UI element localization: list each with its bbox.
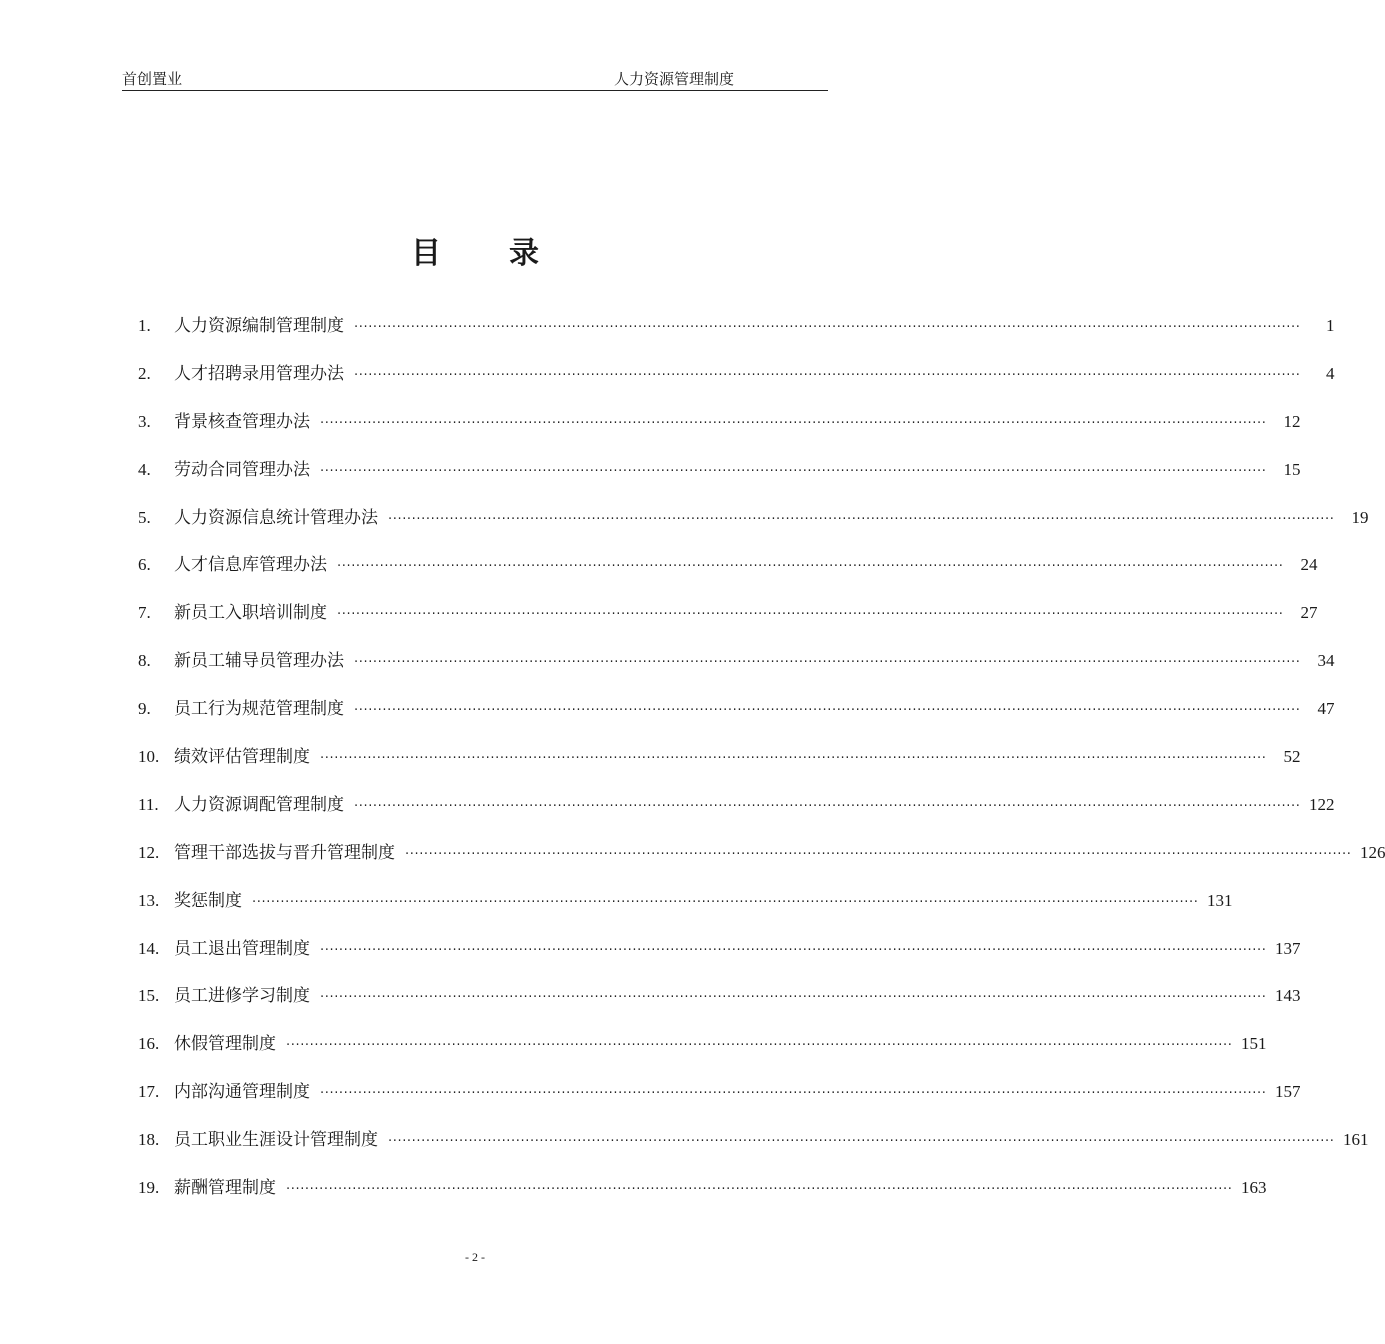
toc-entry[interactable]: [138, 694, 1335, 742]
toc-entry-title: 员工职业生涯设计管理制度: [174, 1130, 378, 1151]
toc-entry-page: 1: [1325, 316, 1335, 335]
toc-entry-number: 2.: [138, 363, 151, 383]
toc-dot-leader: ········································································································································································································: [320, 942, 1267, 958]
toc-entry-page: 34: [1317, 651, 1335, 671]
page-header: [122, 66, 828, 91]
toc-entry[interactable]: [138, 646, 1335, 694]
toc-entry-page: 24: [1300, 555, 1318, 575]
toc-entry-title: 背景核查管理办法: [174, 411, 310, 432]
toc-entry[interactable]: [138, 503, 1369, 551]
toc-entry-page: 19: [1351, 507, 1369, 527]
toc-list: [138, 311, 1385, 1221]
toc-entry-page: 143: [1274, 986, 1301, 1006]
toc-dot-leader: ········································································································································································································: [354, 655, 1301, 671]
toc-entry[interactable]: [138, 742, 1301, 790]
toc-entry-number: 16.: [138, 1034, 160, 1054]
toc-entry-number: 18.: [138, 1130, 160, 1150]
toc-entry-number: 5.: [138, 507, 151, 527]
toc-entry-number: 13.: [138, 890, 160, 910]
page-footer-number: - 2 -: [465, 1250, 485, 1264]
toc-entry-title: 内部沟通管理制度: [174, 1082, 310, 1103]
toc-dot-leader: ········································································································································································································: [320, 463, 1267, 479]
toc-entry[interactable]: [138, 407, 1301, 455]
toc-dot-leader: ········································································································································································································: [388, 511, 1335, 527]
toc-dot-leader: ········································································································································································································: [354, 798, 1301, 814]
header-document-title: 人力资源管理制度: [614, 70, 735, 88]
toc-entry-number: 11.: [138, 794, 159, 814]
toc-entry-page: 151: [1240, 1034, 1267, 1054]
toc-entry-title: 奖惩制度: [174, 890, 242, 911]
toc-entry[interactable]: [138, 1125, 1369, 1173]
toc-entry-number: 15.: [138, 986, 160, 1006]
toc-entry[interactable]: [138, 1077, 1301, 1125]
toc-entry[interactable]: [138, 550, 1318, 598]
toc-dot-leader: ········································································································································································································: [320, 415, 1267, 431]
toc-entry-number: 17.: [138, 1082, 160, 1102]
toc-entry-title: 管理干部选拔与晋升管理制度: [174, 842, 395, 863]
toc-dot-leader: ········································································································································································································: [337, 607, 1284, 623]
toc-entry-title: 新员工入职培训制度: [174, 603, 327, 624]
toc-entry-page: 15: [1283, 459, 1301, 479]
toc-entry-title: 人力资源编制管理制度: [174, 316, 344, 336]
toc-entry-page: 137: [1274, 938, 1301, 958]
toc-entry-title: 休假管理制度: [174, 1034, 276, 1055]
toc-entry-page: 163: [1240, 1178, 1267, 1198]
toc-dot-leader: ········································································································································································································: [354, 367, 1301, 383]
toc-dot-leader: ········································································································································································································: [320, 1086, 1267, 1102]
toc-dot-leader: ········································································································································································································: [286, 1182, 1233, 1198]
toc-dot-leader: ········································································································································································································: [337, 559, 1284, 575]
toc-entry-title: 人力资源信息统计管理办法: [174, 507, 378, 528]
toc-entry[interactable]: [138, 359, 1335, 407]
toc-entry-number: 9.: [138, 699, 151, 719]
toc-dot-leader: ········································································································································································································: [388, 1134, 1335, 1150]
toc-entry-title: 员工行为规范管理制度: [174, 699, 344, 720]
toc-entry-page: 27: [1300, 603, 1318, 623]
toc-entry-number: 14.: [138, 938, 160, 958]
toc-entry-title: 新员工辅导员管理办法: [174, 651, 344, 672]
toc-dot-leader: ········································································································································································································: [252, 894, 1199, 910]
toc-entry[interactable]: [138, 838, 1385, 886]
toc-entry-title: 人力资源调配管理制度: [174, 794, 344, 815]
toc-entry-page: 47: [1317, 699, 1335, 719]
toc-entry[interactable]: [138, 1029, 1267, 1077]
toc-dot-leader: ········································································································································································································: [320, 751, 1267, 767]
header-company: 首创置业: [122, 70, 183, 88]
toc-dot-leader: ········································································································································································································: [354, 320, 1301, 335]
toc-entry-title: 员工进修学习制度: [174, 986, 310, 1007]
toc-entry-page: 157: [1274, 1082, 1301, 1102]
toc-entry[interactable]: [138, 311, 1335, 359]
toc-entry-page: 4: [1325, 363, 1335, 383]
toc-dot-leader: ········································································································································································································: [320, 990, 1267, 1006]
toc-entry-title: 绩效评估管理制度: [174, 747, 310, 768]
toc-dot-leader: ········································································································································································································: [286, 1038, 1233, 1054]
toc-entry[interactable]: [138, 1173, 1267, 1221]
toc-entry-page: 131: [1206, 890, 1233, 910]
toc-entry-page: 126: [1359, 842, 1385, 862]
toc-entry-title: 人才信息库管理办法: [174, 555, 327, 576]
toc-entry-number: 7.: [138, 603, 151, 623]
toc-entry[interactable]: [138, 790, 1335, 838]
toc-entry-title: 人才招聘录用管理办法: [174, 363, 344, 384]
toc-entry-title: 员工退出管理制度: [174, 938, 310, 959]
toc-entry-number: 4.: [138, 459, 151, 479]
toc-entry[interactable]: [138, 598, 1318, 646]
toc-entry[interactable]: [138, 886, 1233, 934]
toc-entry-page: 12: [1283, 411, 1301, 431]
toc-entry[interactable]: [138, 934, 1301, 982]
toc-entry-number: 6.: [138, 555, 151, 575]
toc-title: 目录: [411, 236, 607, 271]
toc-entry[interactable]: [138, 455, 1301, 503]
toc-entry-number: 12.: [138, 842, 160, 862]
toc-entry-number: 1.: [138, 316, 151, 335]
toc-entry-title: 薪酬管理制度: [174, 1178, 276, 1199]
toc-entry-page: 161: [1342, 1130, 1369, 1150]
toc-entry[interactable]: [138, 981, 1301, 1029]
toc-entry-number: 3.: [138, 411, 151, 431]
toc-entry-page: 52: [1283, 747, 1301, 767]
toc-entry-number: 8.: [138, 651, 151, 671]
toc-entry-title: 劳动合同管理办法: [174, 459, 310, 480]
toc-dot-leader: ········································································································································································································: [354, 703, 1301, 719]
toc-entry-page: 122: [1308, 794, 1335, 814]
toc-entry-number: 10.: [138, 747, 160, 767]
toc-dot-leader: ········································································································································································································: [405, 846, 1352, 862]
toc-entry-number: 19.: [138, 1178, 160, 1198]
